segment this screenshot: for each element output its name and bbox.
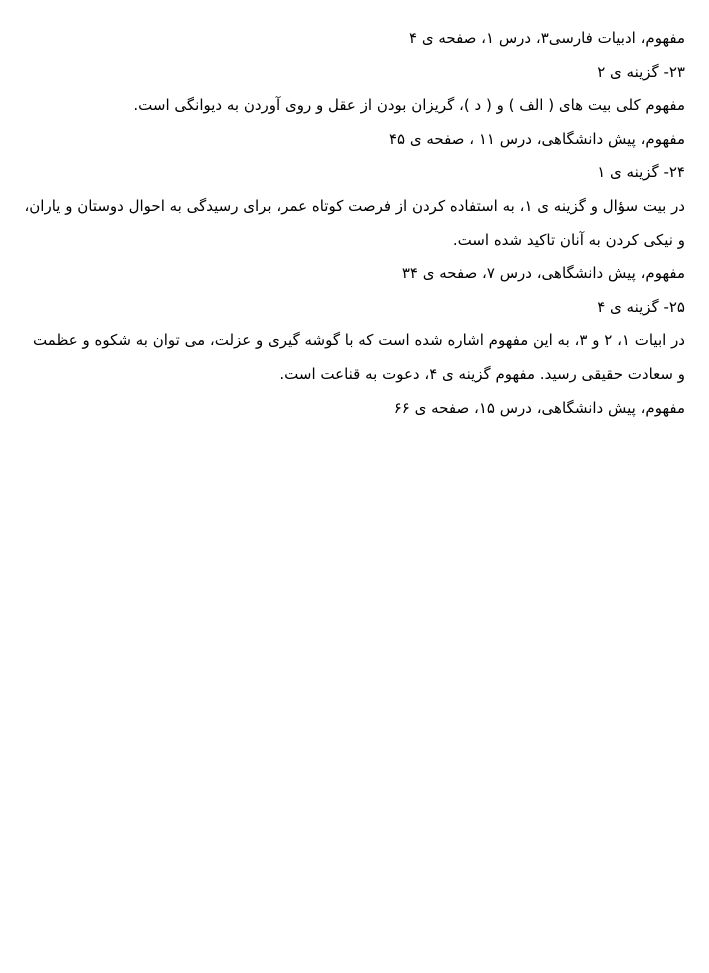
explanation-paragraph: مفهوم کلی بیت های ( الف ) و ( د )، گریزان بودن از عقل و روی آوردن به دیوانگی است. <box>133 96 685 115</box>
explanation-paragraph: در ابیات ۱، ۲ و ۳، به این مفهوم اشاره شده است که با گوشه گیری و عزلت، می توان به شکوه و عظمت و سعادت حقیقی رسید. مفهوم گزینه ی ۴، دعوت به قناعت است. <box>33 331 685 383</box>
answer-key-page <box>23 22 685 425</box>
reference-line: مفهوم، پیش دانشگاهی، درس ۱۱ ، صفحه ی ۴۵ <box>388 129 685 148</box>
reference-line: مفهوم، ادبیات فارسی۳، درس ۱، صفحه ی ۴ <box>409 29 685 47</box>
reference-line: مفهوم، پیش دانشگاهی، درس ۷، صفحه ی ۳۴ <box>401 264 685 283</box>
question-24-answer: ۲۴- گزینه ی ۱ <box>597 163 685 182</box>
question-23-answer: ۲۳- گزینه ی ۲ <box>597 62 685 81</box>
question-25-answer: ۲۵- گزینه ی ۴ <box>597 297 685 316</box>
explanation-paragraph: در بیت سؤال و گزینه ی ۱، به استفاده کردن از فرصت کوتاه عمر، برای رسیدگی به احوال دوستان و یاران، و نیکی کردن به آنان تاکید شده است. <box>24 196 685 249</box>
reference-line: مفهوم، پیش دانشگاهی، درس ۱۵، صفحه ی ۶۶ <box>393 398 685 417</box>
